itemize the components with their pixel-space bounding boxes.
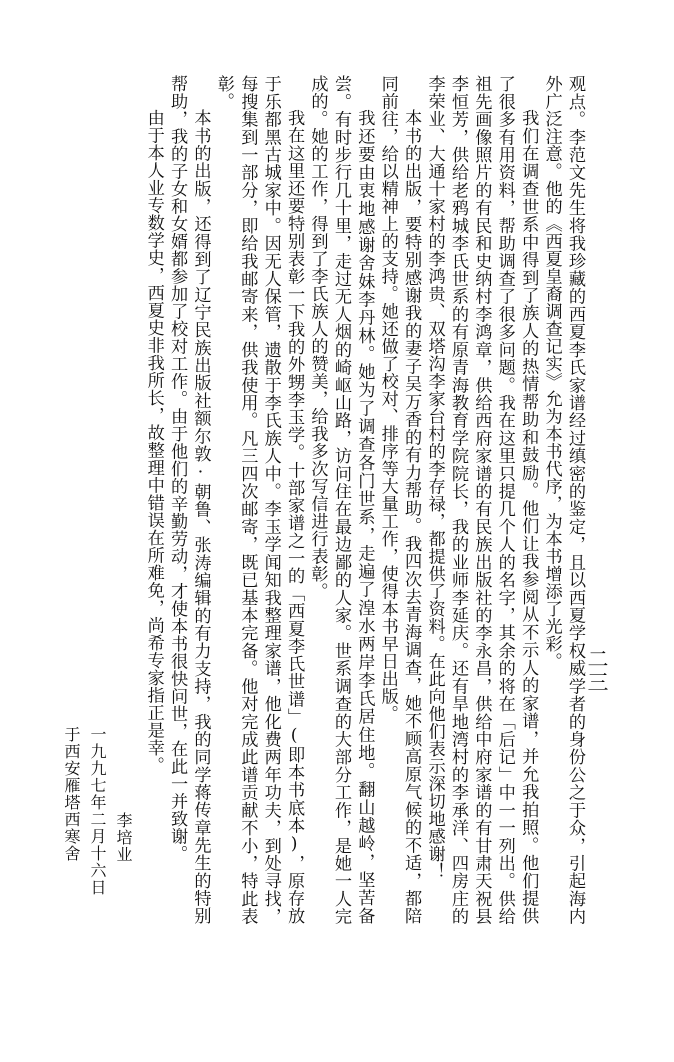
paragraph-4: 我还要由衷地感谢舍妹李丹林。她为了调查各门世系，走遍了湟水两岸李氏居住地。翻山越岭，坚苦备尝。有时步行几十里，走过无人烟的崎岖山路，访问住在最边鄙的人家。世系调查的大部分工作，是她一人完成的。她的工作，得到了李氏族人的赞美，给我多次写信进行表彰。	[307, 75, 375, 925]
signature-author: 李培业	[114, 812, 133, 863]
preface-body	[141, 75, 586, 925]
page-number: 二三	[585, 648, 609, 694]
paragraph-7: 由于本人业专数学史，西夏史非我所长，故整理中错误在所难免，尚希专家指正是幸。	[143, 109, 164, 775]
paragraph-1: 观点。李范文先生将我珍藏的西夏李氏家谱经过缜密的鉴定，且以西夏学权威学者的身份公之于众，引起海内外广泛注意。他的《西夏皇裔调查记实》允为本书代序，为本书增添了光彩。	[541, 75, 585, 925]
paragraph-6: 本书的出版，还得到了辽宁民族出版社额尔敦·朝鲁、张涛编辑的有力支持，我的同学蒋传章先生的特别帮助，我的子女和女婿都参加了校对工作。由于他们的辛勤劳动，才使本书很快问世，在此一并致谢。	[167, 75, 211, 925]
paragraph-2: 我们在调查世系中得到了族人的热情帮助和鼓励。他们让我参阅从不示人的家谱，并允我拍照。他们提供了很多有用资料，帮助调查了很多问题。我在这里只提几个人的名字，其余的将在「后记」中一一列出。供给祖先画像照片的有民和史纳村李鸿章，供给西府家谱的有民族出版社的李永昌，供给中府家谱的有甘肃天祝县李恒芳，供给老鸦城李氏世系的有原青海教育学院院长，我的业师李延庆。还有旱地湾村的李承洋、四房庄的李荣业、大通十家村的李鸿贵、双塔沟李家台村的李存禄，都提供了资料。在此向他们表示深切地感谢！	[424, 75, 539, 925]
paragraph-3: 本书的出版，要特别感谢我的妻子吴万香的有力帮助。我四次去青海调查，她不顾高原气候的不适，都陪同前往，给以精神上的支持。她还做了校对、排序等大量工作，使得本书早日出版。	[377, 75, 422, 925]
paragraph-5: 我在这里还要特别表彰一下我的外甥李玉学。十部家谱之一的「西夏李氏世谱」(即本书底本)，原存放于乐都黑古城家中。因无人保管，遗散于李氏族人中。李玉学闻知我整理家谱，他化费两年功夫，到处寻找，每搜集到一部分，即给我邮寄来，供我使用。凡三四次邮寄，既已基本完备。他对完成此谱贡献不小，特此表彰。	[213, 75, 305, 925]
signature-place: 于西安雁塔西寒舍	[62, 726, 81, 862]
signature-date: 一九九七年二月十六日	[88, 726, 107, 896]
